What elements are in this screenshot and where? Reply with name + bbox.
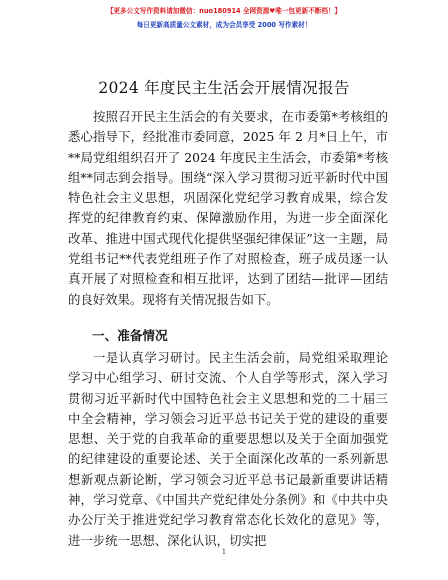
section-paragraph: 一是认真学习研讨。民主生活会前，局党组采取理论学习中心组学习、研讨交流、个人自学等形式，深入学习贯彻习近平新时代中国特色社会主义思想和党的二十届三中全会精神，学习领会习近平总书记关于党的建设的重要思想、关于党的自我革命的重要思想以及关于全面加强党的纪律建设的重要论述、关于全面深化改革的一系列新思想新观点新论断，学习领会习近平总书记最新重要讲话精神，学习党章、《中国共产党纪律处分条例》和《中共中央办公厅关于推进党纪学习教育常态化长效化的意见》等，进一步统一思想、深化认识，切实把: [68, 350, 388, 548]
promo-line-1: 【更多公文写作资料请加微信：nuo180914 全网资源♥唯一包更新不断档！】: [106, 7, 342, 15]
promo-banner: [0, 6, 448, 30]
section-heading: 一、准备情况: [92, 328, 168, 343]
document-title: 2024 年度民主生活会开展情况报告: [98, 79, 350, 97]
intro-paragraph: 按照召开民主生活会的有关要求，在市委第*考核组的悉心指导下，经批准市委同意，2025 年 2 月*日上午，市**局党组组织召开了 2024 年度民主生活会，市委第*考核组**同志到会指导。围绕“深入学习贯彻习近平新时代中国特色社会主义思想，巩固深化党纪学习教育成果，综合发挥党的纪律教育约束、保障激励作用，为进一步全面深化改革、推进中国式现代化提供坚强纪律保证”这一主题，局党组书记**代表党组班子作了对照检查，班子成员逐一认真开展了对照检查和相互批评，达到了团结—批评—团结的良好效果。现将有关情况报告如下。: [68, 109, 388, 307]
page-number: 1: [221, 548, 227, 556]
promo-line-2: 每日更新高质量公文素材，成为会员享受 2000 写作素材！: [136, 21, 312, 29]
